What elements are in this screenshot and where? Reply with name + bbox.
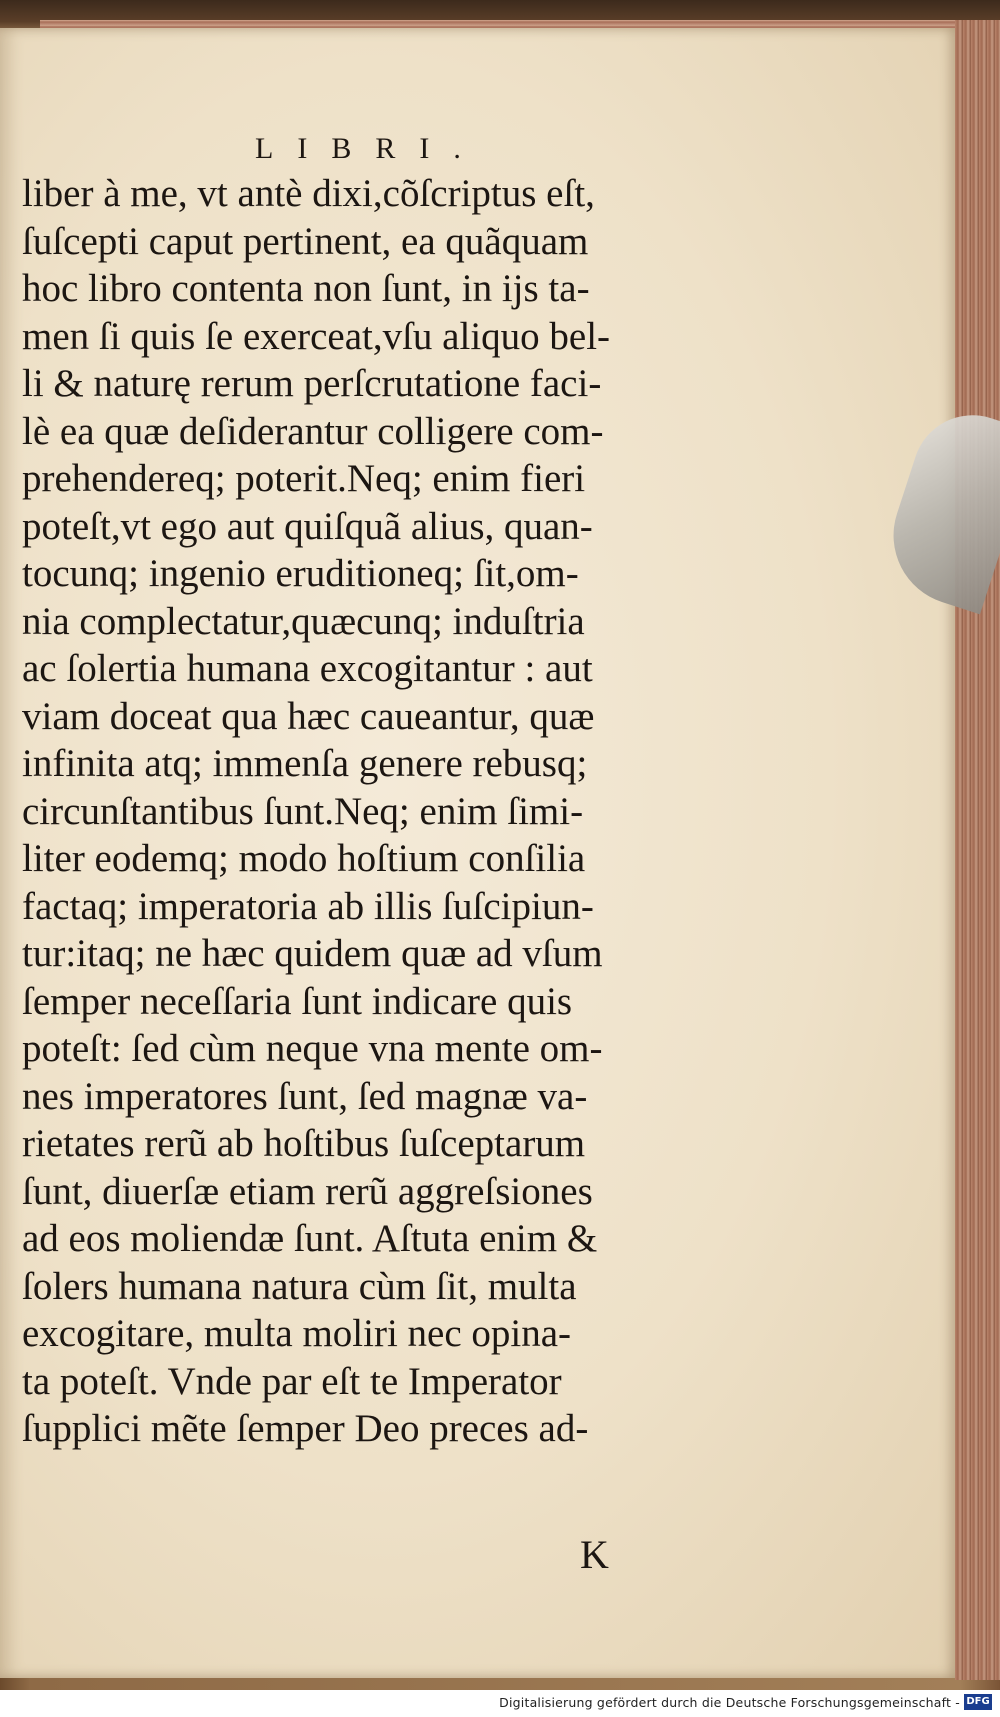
catchword: K	[580, 1532, 609, 1577]
text-line: nes imperatores ſunt, ſed magnæ va-	[22, 1074, 588, 1118]
text-line: circunſtantibus ſunt.Neq; enim ſimi-	[22, 789, 584, 833]
running-head: LIBRI.	[255, 132, 485, 165]
text-line: excogitare, multa moliri nec opina-	[22, 1312, 572, 1355]
text-line: ſunt, diuerſæ etiam rerũ aggreſsiones	[22, 1169, 593, 1213]
text-line: tocunq; ingenio eruditioneq; ſit,om-	[22, 552, 579, 595]
dfg-logo: DFG	[964, 1694, 992, 1710]
text-line: liter eodemq; modo hoſtium conſilia	[22, 837, 586, 880]
footer	[0, 1690, 1000, 1717]
text-line: ſupplici mẽte ſemper Deo preces ad-	[22, 1407, 589, 1450]
text-line: poteſt,vt ego aut quiſquã alius, quan-	[22, 504, 593, 548]
text-line: ſolers humana natura cùm ſit, multa	[22, 1264, 577, 1308]
page-text	[22, 170, 732, 1453]
page-edges	[955, 20, 1000, 1680]
text-line: ac ſolertia humana excogitantur : aut	[22, 647, 593, 690]
text-line: poteſt: ſed cùm neque vna mente om-	[22, 1027, 603, 1070]
funding-note: Digitalisierung gefördert durch die Deutsche Forschungsgemeinschaft -	[499, 1695, 960, 1710]
text-line: li & naturę rerum perſcrutatione faci-	[22, 362, 602, 405]
book-page	[0, 28, 955, 1678]
text-line: liber à me, vt antè dixi,cõſcriptus eſt,	[22, 172, 595, 215]
text-line: men ſi quis ſe exerceat,vſu aliquo bel-	[22, 314, 611, 358]
text-line: ſuſcepti caput pertinent, ea quãquam	[22, 219, 589, 263]
text-line: factaq; imperatoria ab illis ſuſcipiun-	[22, 884, 594, 928]
text-line: hoc libro contenta non ſunt, in ijs ta-	[22, 267, 590, 310]
text-line: prehendereq; poterit.Neq; enim fieri	[22, 457, 586, 500]
text-line: ad eos moliendæ ſunt. Aſtuta enim &	[22, 1217, 598, 1260]
text-line: tur:itaq; ne hæc quidem quæ ad vſum	[22, 932, 603, 975]
text-line: ta poteſt. Vnde par eſt te Imperator	[22, 1359, 562, 1403]
text-line: infinita atq; immenſa genere rebusq;	[22, 742, 588, 785]
text-line: viam doceat qua hæc caueantur, quæ	[22, 694, 595, 738]
text-line: ſemper neceſſaria ſunt indicare quis	[22, 979, 573, 1023]
text-line: lè ea quæ deſiderantur colligere com-	[22, 409, 604, 453]
text-line: nia complectatur,quæcunq; induſtria	[22, 599, 585, 643]
text-line: rietates rerũ ab hoſtibus ſuſceptarum	[22, 1122, 586, 1165]
